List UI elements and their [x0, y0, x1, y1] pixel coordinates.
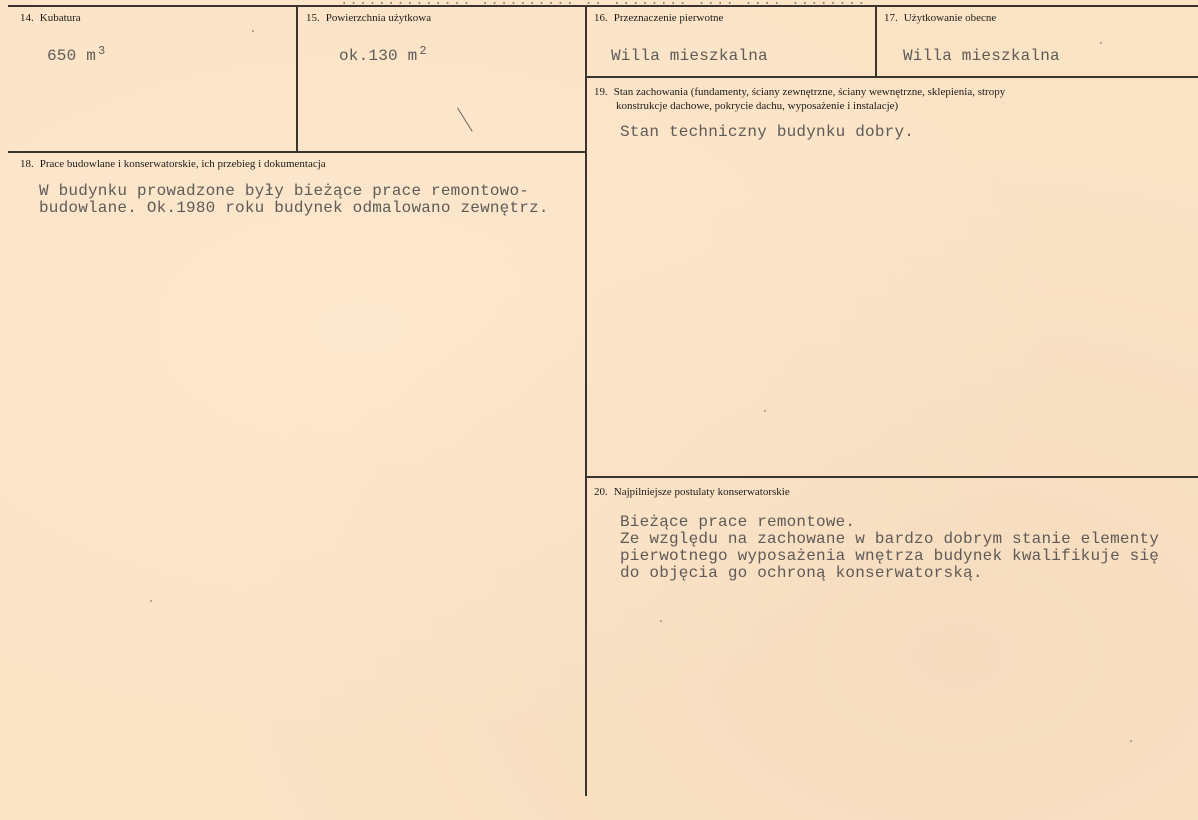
divider-16-19 [585, 76, 1198, 78]
field-20-line-3: pierwotnego wyposażenia wnętrza budynek kwalifikuje się [620, 547, 1160, 565]
field-19-value: Stan techniczny budynku dobry. [620, 123, 915, 141]
field-18-label: 18. Prace budowlane i konserwatorskie, ich przebieg i dokumentacja [20, 158, 326, 170]
field-20-line-2: Ze względu na zachowane w bardzo dobrym stanie elementy [620, 530, 1160, 548]
field-18-line-2: budowlane. Ok.1980 roku budynek odmalowano zewnętrz. [39, 199, 549, 217]
field-20-line-4: do objęcia go ochroną konserwatorską. [620, 564, 983, 582]
field-17-label: 17. Użytkowanie obecne [884, 12, 997, 24]
field-18-line-1: W budynku prowadzone były bieżące prace remontowo- [39, 182, 530, 200]
field-19-label: 19. Stan zachowania (fundamenty, ściany zewnętrzne, ściany wewnętrzne, sklepienia, stropy [594, 86, 1006, 98]
paper-speck [764, 410, 766, 412]
field-20-line-1: Bieżące prace remontowe. [620, 513, 856, 531]
divider-19-20 [585, 476, 1198, 478]
field-19-label-continued: konstrukcje dachowe, pokrycie dachu, wyposażenie i instalacje) [616, 100, 899, 112]
paper-scratch-mark [457, 107, 473, 131]
field-16-value: Willa mieszkalna [611, 47, 768, 65]
field-14-value: 650 m $^3$ [47, 44, 106, 65]
divider-14-15 [296, 5, 298, 151]
top-border-line [8, 5, 1198, 7]
field-16-label: 16. Przeznaczenie pierwotne [594, 12, 724, 24]
field-14-label: 14. Kubatura [20, 12, 81, 24]
paper-speck [252, 30, 254, 32]
field-17-value: Willa mieszkalna [903, 47, 1060, 65]
paper-speck [1100, 42, 1102, 44]
paper-speck [1130, 740, 1132, 742]
field-20-label: 20. Najpilniejsze postulaty konserwatorskie [594, 486, 790, 498]
field-15-value: ok.130 m $^2$ [339, 44, 427, 65]
divider-center [585, 5, 587, 796]
divider-15-18 [8, 151, 586, 153]
paper-speck [660, 620, 662, 622]
divider-16-17 [875, 5, 877, 77]
paper-speck [150, 600, 152, 602]
field-15-label: 15. Powierzchnia użytkowa [306, 12, 432, 24]
